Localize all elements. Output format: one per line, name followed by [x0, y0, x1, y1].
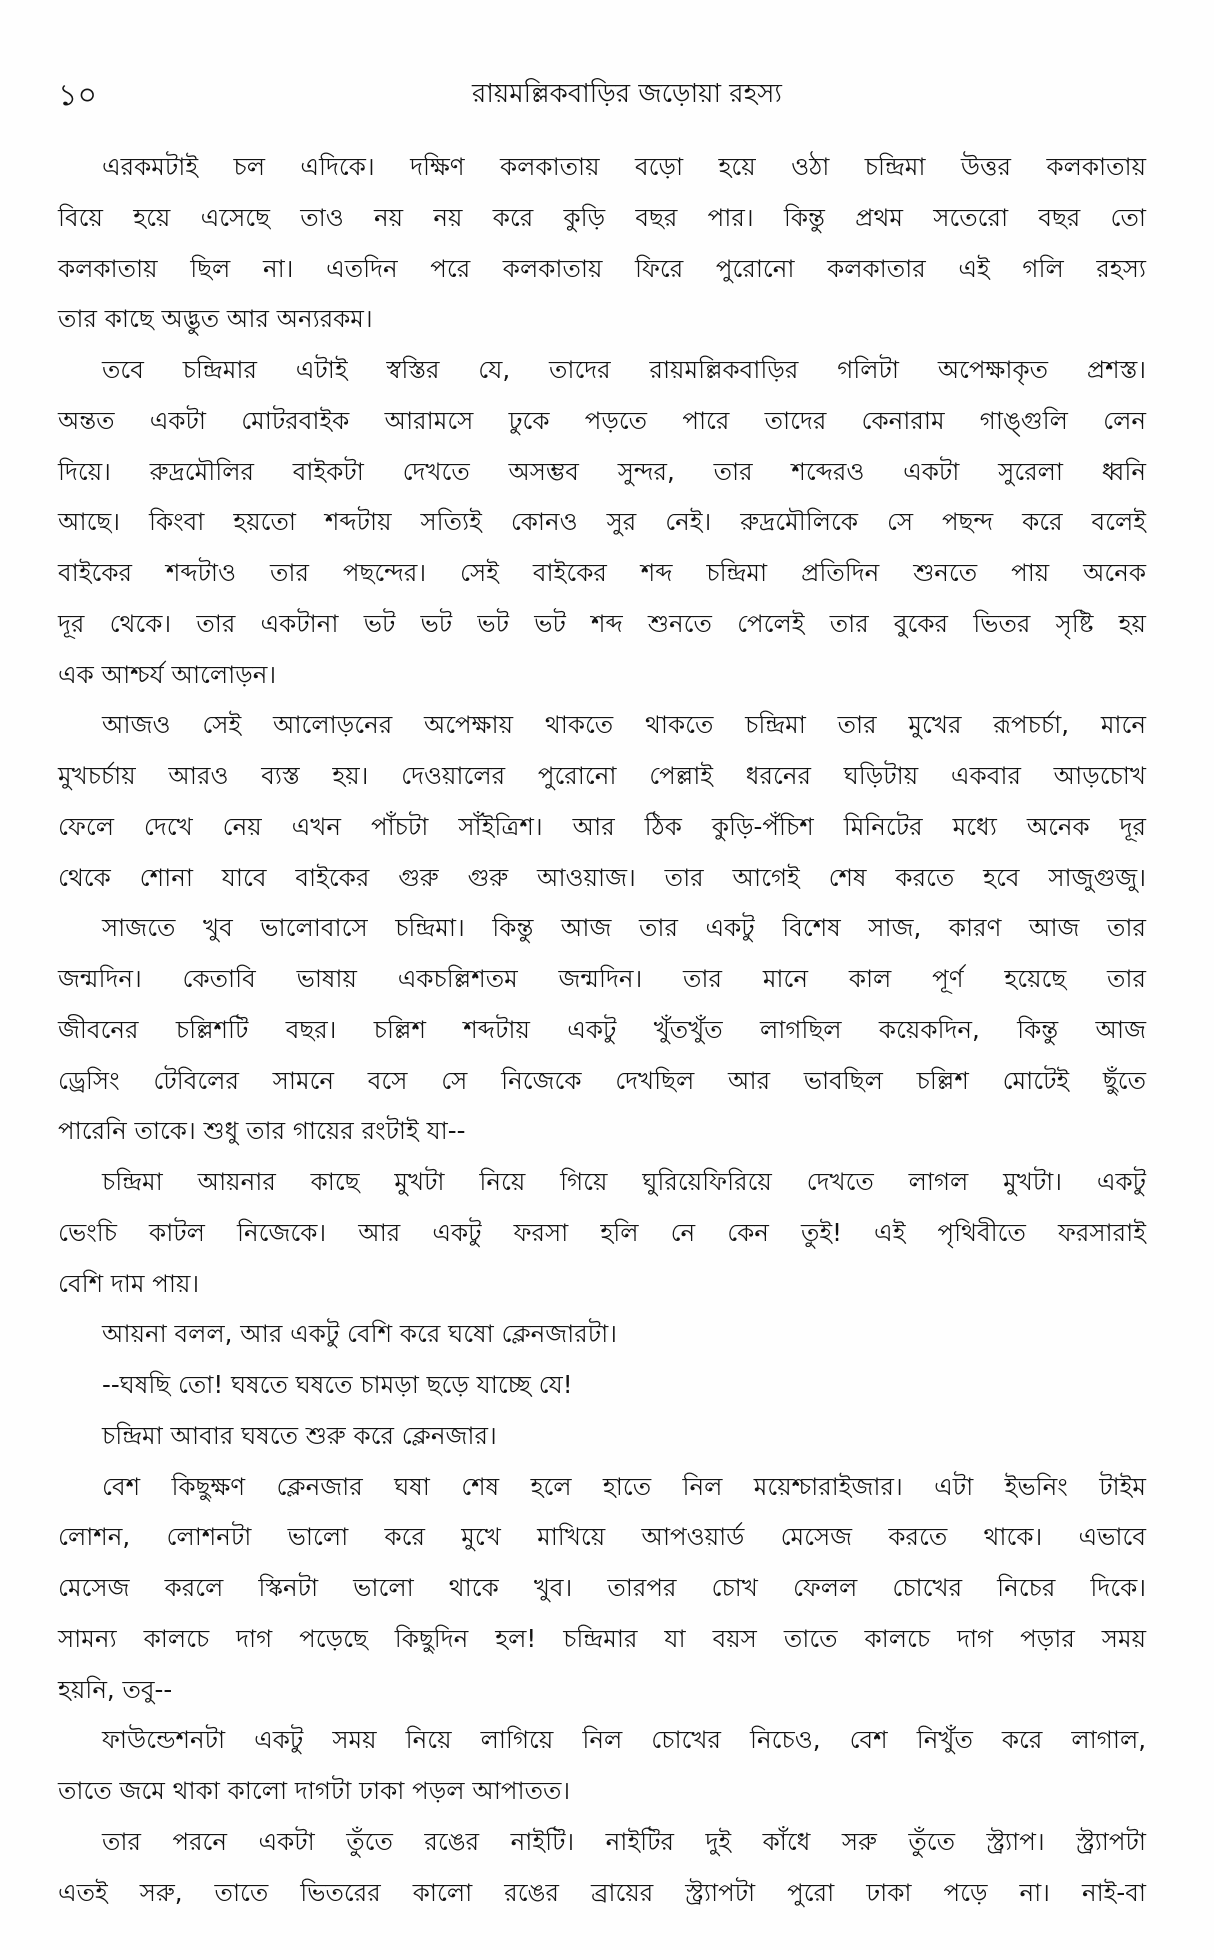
text-line: আছে। কিংবা হয়তো শব্দটায় সত্যিই কোনও সুর নেই। রুদ্রমৌলিকে সে পছন্দ করে বলেই — [58, 507, 1146, 537]
paragraph-first-line: চন্দ্রিমা আবার ঘষতে শুরু করে ক্লেনজার। — [102, 1420, 497, 1450]
text-line: তাতে জমে থাকা কালো দাগটা ঢাকা পড়ল আপাতত। — [58, 1776, 571, 1805]
paragraph-first-line: সাজতে খুব ভালোবাসে চন্দ্রিমা। কিন্তু আজ তার একটু বিশেষ সাজ, কারণ আজ তার — [102, 913, 1146, 943]
text-line: দূর থেকে। তার একটানা ভট ভট ভট ভট শব্দ শুনতে পেলেই তার বুকের ভিতর সৃষ্টি হয় — [58, 608, 1146, 638]
paragraph-first-line: তার পরনে একটা তুঁতে রঙের নাইটি। নাইটির দুই কাঁধে সরু তুঁতে স্ট্র্যাপ। স্ট্র্যাপটা — [102, 1826, 1146, 1856]
text-line: মেসেজ করলে স্কিনটা ভালো থাকে খুব। তারপর চোখ ফেলল চোখের নিচের দিকে। — [58, 1573, 1146, 1602]
text-line: তার কাছে অদ্ভুত আর অন্যরকম। — [58, 304, 373, 334]
text-line: বাইকের শব্দটাও তার পছন্দের। সেই বাইকের শব্দ চন্দ্রিমা প্রতিদিন শুনতে পায় অনেক — [58, 558, 1146, 587]
paragraph-first-line: আজও সেই আলোড়নের অপেক্ষায় থাকতে থাকতে চন্দ্রিমা তার মুখের রূপচর্চা, মানে — [102, 710, 1146, 740]
text-line: হয়নি, তবু-- — [58, 1674, 173, 1704]
text-line: সামন্য কালচে দাগ পড়েছে কিছুদিন হল! চন্দ্রিমার যা বয়স তাতে কালচে দাগ পড়ার সময় — [58, 1623, 1146, 1653]
paragraph-first-line: আয়না বলল, আর একটু বেশি করে ঘষো ক্লেনজারটা। — [102, 1319, 617, 1349]
text-line: অন্তত একটা মোটরবাইক আরামসে ঢুকে পড়তে পারে তাদের কেনারাম গাঙ্গুলি লেন — [58, 405, 1146, 435]
paragraph-first-line: ফাউন্ডেশনটা একটু সময় নিয়ে লাগিয়ে নিল চোখের নিচেও, বেশ নিখুঁত করে লাগাল, — [102, 1725, 1146, 1755]
text-line: দিয়ে। রুদ্রমৌলির বাইকটা দেখতে অসম্ভব সুন্দর, তার শব্দেরও একটা সুরেলা ধ্বনি — [58, 456, 1146, 486]
text-line: এতই সরু, তাতে ভিতরের কালো রঙের ব্রায়ের স্ট্র্যাপটা পুরো ঢাকা পড়ে না। নাই-বা — [58, 1877, 1146, 1907]
paragraph-first-line: চন্দ্রিমা আয়নার কাছে মুখটা নিয়ে গিয়ে ঘুরিয়েফিরিয়ে দেখতে লাগল মুখটা। একটু — [102, 1167, 1146, 1196]
text-line: পারেনি তাকে। শুধু তার গায়ের রংটাই যা-- — [58, 1116, 466, 1146]
text-line: বিয়ে হয়ে এসেছে তাও নয় নয় করে কুড়ি বছর পার। কিন্তু প্রথম সতেরো বছর তো — [58, 202, 1146, 232]
text-line: ভেংচি কাটল নিজেকে। আর একটু ফরসা হলি নে কেন তুই! এই পৃথিবীতে ফরসারাই — [58, 1217, 1146, 1247]
text-line: লোশন, লোশনটা ভালো করে মুখে মাখিয়ে আপওয়ার্ড মেসেজ করতে থাকে। এভাবে — [58, 1522, 1146, 1552]
text-line: ড্রেসিং টেবিলের সামনে বসে সে নিজেকে দেখছিল আর ভাবছিল চল্লিশ মোটেই ছুঁতে — [58, 1065, 1146, 1095]
paragraph-first-line: বেশ কিছুক্ষণ ক্লেনজার ঘষা শেষ হলে হাতে নিল ময়েশ্চারাইজার। এটা ইভনিং টাইম — [102, 1471, 1146, 1501]
paragraph-first-line: এরকমটাই চল এদিকে। দক্ষিণ কলকাতায় বড়ো হয়ে ওঠা চন্দ্রিমা উত্তর কলকাতায় — [102, 152, 1146, 181]
text-line: ফেলে দেখে নেয় এখন পাঁচটা সাঁইত্রিশ। আর ঠিক কুড়ি-পঁচিশ মিনিটের মধ্যে অনেক দূর — [58, 811, 1146, 841]
book-title: রায়মল্লিকবাড়ির জড়োয়া রহস্য — [472, 79, 782, 109]
running-header — [0, 72, 1214, 122]
text-line: এক আশ্চর্য আলোড়ন। — [58, 659, 277, 689]
body-text — [58, 142, 1146, 1918]
page-number: ১০ — [58, 78, 97, 113]
paragraph-first-line: --ঘষছি তো! ঘষতে ঘষতে চামড়া ছড়ে যাচ্ছে যে! — [102, 1370, 573, 1399]
text-line: জন্মদিন। কেতাবি ভাষায় একচল্লিশতম জন্মদিন। তার মানে কাল পূর্ণ হয়েছে তার — [58, 964, 1146, 993]
text-line: কলকাতায় ছিল না। এতদিন পরে কলকাতায় ফিরে পুরোনো কলকাতার এই গলি রহস্য — [58, 253, 1146, 283]
text-line: জীবনের চল্লিশটি বছর। চল্লিশ শব্দটায় একটু খুঁতখুঁত লাগছিল কয়েকদিন, কিন্তু আজ — [58, 1014, 1146, 1044]
text-line: বেশি দাম পায়। — [58, 1268, 200, 1298]
text-line: থেকে শোনা যাবে বাইকের গুরু গুরু আওয়াজ। তার আগেই শেষ করতে হবে সাজুগুজু। — [58, 862, 1146, 892]
text-line: মুখচর্চায় আরও ব্যস্ত হয়। দেওয়ালের পুরোনো পেল্লাই ধরনের ঘড়িটায় একবার আড়চোখ — [58, 761, 1146, 790]
paragraph-first-line: তবে চন্দ্রিমার এটাই স্বস্তির যে, তাদের রায়মল্লিকবাড়ির গলিটা অপেক্ষাকৃত প্রশস্ত। — [102, 355, 1146, 384]
